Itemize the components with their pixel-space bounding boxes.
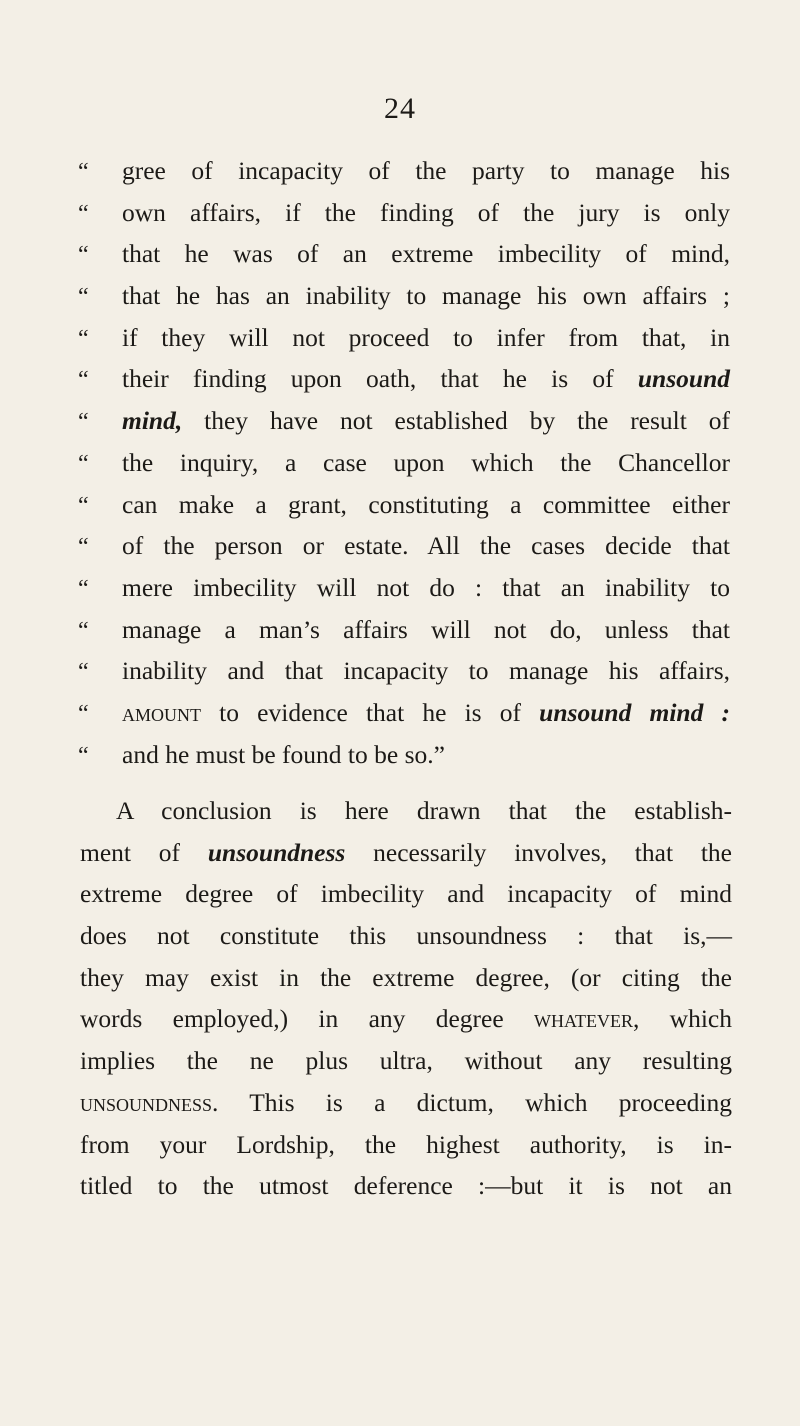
quote-text [122,358,730,400]
quote-mark: “ [78,242,89,269]
quote-line [78,442,730,484]
paragraph-line: they may exist in the extreme degree, (or citing the [80,962,732,992]
quote-mark: “ [78,284,89,311]
text-segment: ment of [80,837,208,867]
quote-mark: “ [78,325,89,352]
quote-text: own affairs, if the finding of the jury is only [122,197,730,227]
quote-line [78,734,730,776]
text-segment: This is a dictum, which proceeding [218,1087,732,1117]
paragraph-line [80,832,732,874]
paragraph-line: A conclusion is here drawn that the establish- [116,796,732,825]
quote-line [78,400,730,442]
quote-mark: “ [78,367,89,394]
emphasis: mind, [122,406,183,436]
quote-text-segment: their finding upon oath, that he is of [122,364,638,394]
quote-mark: “ [78,575,89,602]
quote-line [78,192,730,234]
quote-line [78,650,730,692]
quote-text: manage a man’s affairs will not do, unless that [122,614,730,644]
quote-line [78,275,730,317]
quote-mark: “ [78,742,89,769]
quote-text: inability and that incapacity to manage his affairs, [122,656,730,686]
quote-text: and he must be found to be so.” [122,739,445,769]
quote-line [78,692,730,734]
emphasis: unsound [637,364,730,394]
quoted-passage [78,150,730,775]
quote-mark: “ [78,409,89,436]
quote-text: can make a grant, constituting a committee either [122,489,730,519]
quote-text: that he has an inability to manage his own affairs ; [122,281,730,311]
quote-text: the inquiry, a case upon which the Chancellor [122,447,730,477]
quote-mark: “ [78,700,89,727]
quote-mark: “ [78,659,89,686]
paragraph-line: implies the ne plus ultra, without any resulting [80,1046,732,1076]
quote-mark: “ [78,617,89,644]
quote-text: if they will not proceed to infer from that, in [122,322,730,352]
paragraph-line: titled to the utmost deference :—but it is not an [80,1171,732,1201]
quote-text: mere imbecility will not do : that an inability to [122,572,730,602]
page-number: 24 [384,92,416,125]
quote-text-segment: they have not established by the result of [182,406,730,436]
text-segment: which [639,1004,732,1034]
paragraph-line: extreme degree of imbecility and incapacity of mind [80,879,732,909]
quote-line [78,317,730,359]
quote-line [78,567,730,609]
quote-mark: “ [78,492,89,519]
quote-line [78,150,730,192]
text-segment: necessarily involves, that the [345,837,732,867]
small-caps-text: whatever, [533,1004,640,1034]
paragraph-line [80,998,732,1040]
quote-text: of the person or estate. All the cases decide that [122,531,730,561]
quote-text: gree of incapacity of the party to manage his [122,156,730,185]
body-paragraph [80,790,732,1207]
text-segment: words employed,) in any degree [80,1004,534,1034]
quote-line [78,358,730,400]
emphasis: unsound mind : [539,697,730,727]
quote-line [78,233,730,275]
quote-line [78,525,730,567]
emphasis: unsoundness [207,837,346,867]
quote-text [122,692,730,734]
small-caps-text: amount [122,697,201,727]
quote-mark: “ [78,534,89,561]
quote-text [122,400,730,442]
small-caps-text: unsoundness. [80,1087,219,1117]
quote-mark: “ [78,159,89,185]
paragraph-line: from your Lordship, the highest authority, is in- [80,1129,732,1159]
quote-text-segment: to evidence that he is of [201,697,540,727]
paragraph-line [80,1082,732,1124]
quote-line [78,484,730,526]
quote-line [78,609,730,651]
quote-mark: “ [78,200,89,227]
paragraph-line: does not constitute this unsoundness : that is,— [80,921,732,951]
quote-text: that he was of an extreme imbecility of mind, [122,239,730,269]
quote-mark: “ [78,450,89,477]
